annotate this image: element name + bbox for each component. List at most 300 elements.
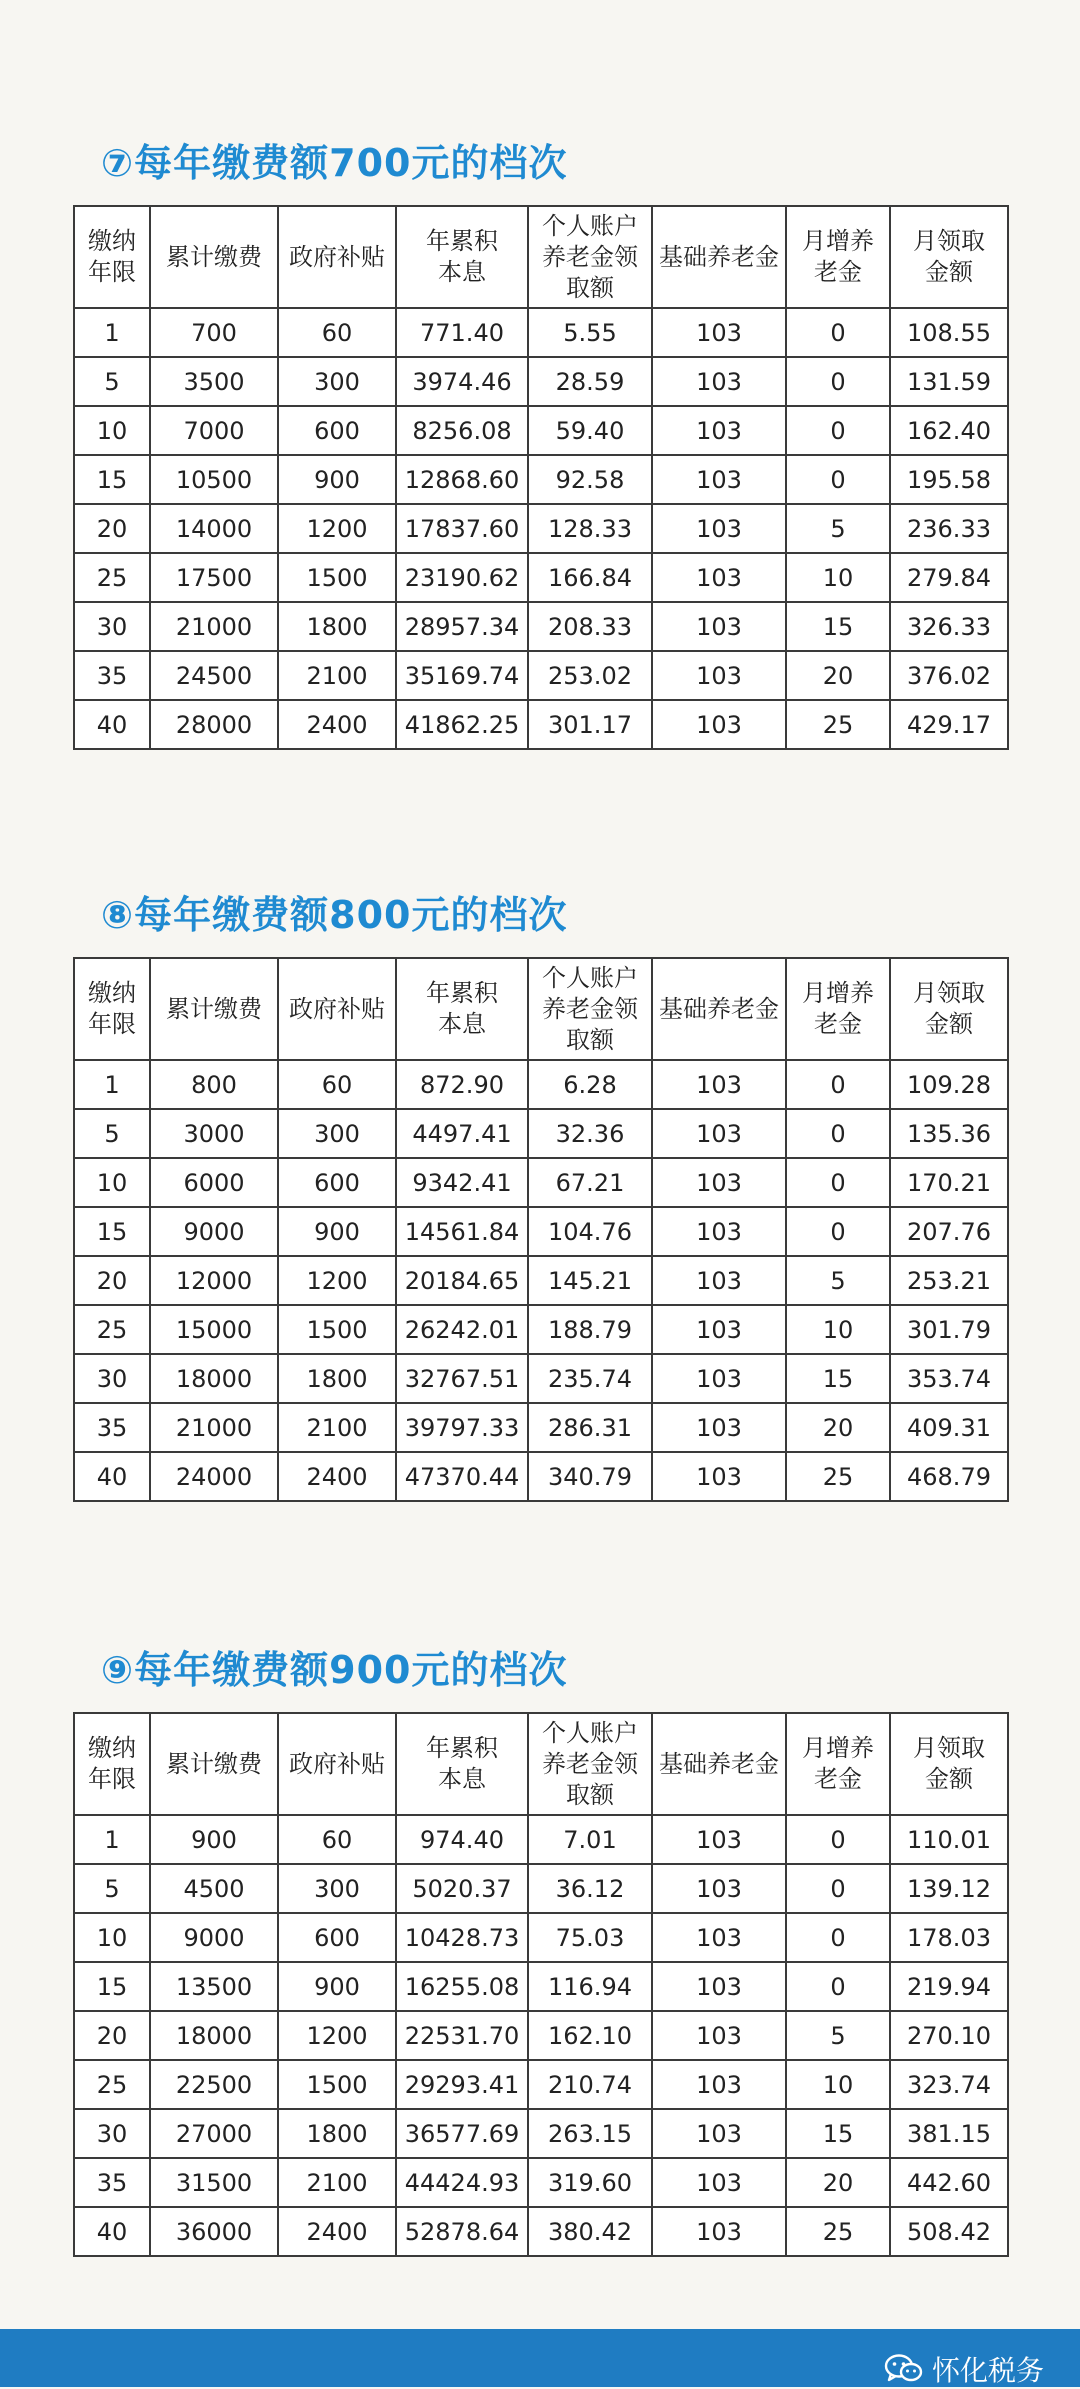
header-line: 本息	[438, 1010, 486, 1038]
table-cell: 1800	[278, 2109, 396, 2158]
table-cell: 103	[652, 2011, 786, 2060]
table-cell: 15	[74, 1962, 150, 2011]
column-header	[396, 1713, 528, 1815]
table-cell: 10	[786, 553, 890, 602]
table-cell: 10	[786, 1305, 890, 1354]
pension-table	[73, 957, 1009, 1502]
table-row	[74, 1815, 1008, 1864]
header-line: 月领取	[913, 979, 985, 1007]
header-line: 个人账户	[542, 211, 638, 240]
table-cell: 300	[278, 1864, 396, 1913]
table-cell: 59.40	[528, 406, 652, 455]
column-header	[786, 958, 890, 1060]
table-cell: 67.21	[528, 1158, 652, 1207]
header-line: 政府补贴	[289, 242, 385, 271]
table-cell: 340.79	[528, 1452, 652, 1501]
table-cell: 900	[278, 1962, 396, 2011]
table-cell: 103	[652, 1815, 786, 1864]
table-cell: 25	[786, 700, 890, 749]
header-line: 月增养	[802, 979, 874, 1007]
table-cell: 429.17	[890, 700, 1008, 749]
table-cell: 25	[786, 1452, 890, 1501]
table-cell: 116.94	[528, 1962, 652, 2011]
table-cell: 47370.44	[396, 1452, 528, 1501]
header-line: 个人账户	[542, 1718, 638, 1747]
header-line: 年限	[88, 1765, 136, 1793]
table-cell: 10	[74, 406, 150, 455]
table-cell: 128.33	[528, 504, 652, 553]
table-cell: 376.02	[890, 651, 1008, 700]
table-cell: 60	[278, 308, 396, 357]
table-cell: 208.33	[528, 602, 652, 651]
table-cell: 28000	[150, 700, 278, 749]
table-cell: 301.17	[528, 700, 652, 749]
header-line: 基础养老金	[659, 1749, 779, 1778]
table-cell: 10	[786, 2060, 890, 2109]
column-header	[528, 1713, 652, 1815]
header-line: 老金	[814, 1765, 862, 1793]
table-cell: 600	[278, 1158, 396, 1207]
table-row	[74, 1403, 1008, 1452]
table-cell: 27000	[150, 2109, 278, 2158]
table-cell: 2100	[278, 1403, 396, 1452]
table-cell: 30	[74, 602, 150, 651]
header-line: 取额	[566, 1780, 614, 1809]
table-row	[74, 406, 1008, 455]
table-cell: 5	[74, 357, 150, 406]
table-row	[74, 455, 1008, 504]
brand-watermark	[884, 2349, 1044, 2389]
table-cell: 219.94	[890, 1962, 1008, 2011]
table-cell: 7.01	[528, 1815, 652, 1864]
table-row	[74, 602, 1008, 651]
table-cell: 139.12	[890, 1864, 1008, 1913]
table-cell: 0	[786, 455, 890, 504]
table-body	[74, 1815, 1008, 2256]
table-row	[74, 2060, 1008, 2109]
table-cell: 110.01	[890, 1815, 1008, 1864]
column-header	[652, 958, 786, 1060]
table-cell: 1500	[278, 553, 396, 602]
table-cell: 1	[74, 1060, 150, 1109]
column-header	[396, 958, 528, 1060]
table-cell: 35169.74	[396, 651, 528, 700]
header-line: 本息	[438, 258, 486, 286]
table-cell: 20	[786, 651, 890, 700]
table-cell: 5	[786, 504, 890, 553]
table-cell: 2100	[278, 2158, 396, 2207]
header-line: 月增养	[802, 227, 874, 255]
header-line: 月领取	[913, 227, 985, 255]
table-row	[74, 2109, 1008, 2158]
table-cell: 3974.46	[396, 357, 528, 406]
table-cell: 508.42	[890, 2207, 1008, 2256]
column-header	[890, 958, 1008, 1060]
table-cell: 0	[786, 1962, 890, 2011]
header-line: 基础养老金	[659, 242, 779, 271]
column-header	[150, 206, 278, 308]
table-row	[74, 1207, 1008, 1256]
section-title: ⑦每年缴费额700元的档次	[101, 141, 568, 185]
table-cell: 40	[74, 1452, 150, 1501]
table-header	[74, 206, 1008, 308]
table-cell: 103	[652, 553, 786, 602]
table-cell: 40	[74, 2207, 150, 2256]
header-line: 累计缴费	[166, 242, 262, 271]
table-row	[74, 1158, 1008, 1207]
table-cell: 103	[652, 1109, 786, 1158]
table-cell: 900	[278, 455, 396, 504]
header-line: 政府补贴	[289, 1749, 385, 1778]
table-body	[74, 308, 1008, 749]
table-row	[74, 651, 1008, 700]
table-cell: 0	[786, 1207, 890, 1256]
table-cell: 5	[786, 2011, 890, 2060]
table-row	[74, 1452, 1008, 1501]
table-row	[74, 1962, 1008, 2011]
table-cell: 166.84	[528, 553, 652, 602]
table-cell: 3000	[150, 1109, 278, 1158]
table-row	[74, 1913, 1008, 1962]
table-cell: 36577.69	[396, 2109, 528, 2158]
table-cell: 162.10	[528, 2011, 652, 2060]
header-line: 年累积	[426, 979, 498, 1007]
header-line: 养老金领	[542, 242, 638, 271]
table-cell: 326.33	[890, 602, 1008, 651]
table-cell: 75.03	[528, 1913, 652, 1962]
table-cell: 108.55	[890, 308, 1008, 357]
table-cell: 131.59	[890, 357, 1008, 406]
table-cell: 103	[652, 2207, 786, 2256]
table-cell: 16255.08	[396, 1962, 528, 2011]
table-cell: 103	[652, 651, 786, 700]
header-row	[74, 206, 1008, 308]
table-cell: 0	[786, 1864, 890, 1913]
table-row	[74, 1305, 1008, 1354]
table-cell: 0	[786, 1158, 890, 1207]
table-cell: 23190.62	[396, 553, 528, 602]
table-cell: 20	[74, 504, 150, 553]
column-header	[74, 1713, 150, 1815]
table-cell: 1500	[278, 2060, 396, 2109]
table-cell: 5.55	[528, 308, 652, 357]
column-header	[150, 958, 278, 1060]
table-cell: 3500	[150, 357, 278, 406]
table-cell: 103	[652, 1913, 786, 1962]
table-row	[74, 308, 1008, 357]
table-cell: 14561.84	[396, 1207, 528, 1256]
table-cell: 1	[74, 1815, 150, 1864]
table-cell: 9342.41	[396, 1158, 528, 1207]
header-line: 月领取	[913, 1734, 985, 1762]
table-cell: 800	[150, 1060, 278, 1109]
table-cell: 1500	[278, 1305, 396, 1354]
table-row	[74, 2011, 1008, 2060]
column-header	[278, 206, 396, 308]
table-cell: 103	[652, 1207, 786, 1256]
table-cell: 18000	[150, 2011, 278, 2060]
table-cell: 31500	[150, 2158, 278, 2207]
header-line: 年限	[88, 1010, 136, 1038]
table-cell: 103	[652, 1403, 786, 1452]
section-title: ⑨每年缴费额900元的档次	[101, 1648, 568, 1692]
table-cell: 15	[786, 1354, 890, 1403]
table-cell: 442.60	[890, 2158, 1008, 2207]
table-cell: 170.21	[890, 1158, 1008, 1207]
table-cell: 178.03	[890, 1913, 1008, 1962]
table-cell: 900	[278, 1207, 396, 1256]
table-row	[74, 1109, 1008, 1158]
table-cell: 13500	[150, 1962, 278, 2011]
header-line: 缴纳	[88, 1734, 136, 1762]
table-cell: 5	[74, 1109, 150, 1158]
table-cell: 210.74	[528, 2060, 652, 2109]
table-cell: 0	[786, 406, 890, 455]
table-cell: 14000	[150, 504, 278, 553]
table-cell: 195.58	[890, 455, 1008, 504]
table-cell: 900	[150, 1815, 278, 1864]
table-cell: 323.74	[890, 2060, 1008, 2109]
column-header	[150, 1713, 278, 1815]
table-cell: 103	[652, 1354, 786, 1403]
table-cell: 25	[74, 1305, 150, 1354]
table-cell: 5	[786, 1256, 890, 1305]
table-cell: 0	[786, 1913, 890, 1962]
table-cell: 12000	[150, 1256, 278, 1305]
table-cell: 36.12	[528, 1864, 652, 1913]
column-header	[396, 206, 528, 308]
table-cell: 10428.73	[396, 1913, 528, 1962]
table-cell: 52878.64	[396, 2207, 528, 2256]
column-header	[786, 1713, 890, 1815]
table-cell: 10	[74, 1158, 150, 1207]
header-line: 金额	[925, 1765, 973, 1793]
column-header	[528, 206, 652, 308]
table-cell: 5	[74, 1864, 150, 1913]
table-cell: 7000	[150, 406, 278, 455]
table-cell: 92.58	[528, 455, 652, 504]
header-line: 缴纳	[88, 227, 136, 255]
table-cell: 1800	[278, 602, 396, 651]
table-row	[74, 1256, 1008, 1305]
section-title: ⑧每年缴费额800元的档次	[101, 893, 568, 937]
header-line: 本息	[438, 1765, 486, 1793]
table-cell: 145.21	[528, 1256, 652, 1305]
table-cell: 24500	[150, 651, 278, 700]
table-cell: 28957.34	[396, 602, 528, 651]
wechat-icon	[884, 2353, 924, 2385]
table-cell: 15	[786, 2109, 890, 2158]
table-cell: 162.40	[890, 406, 1008, 455]
table-cell: 103	[652, 2060, 786, 2109]
table-cell: 103	[652, 2109, 786, 2158]
table-cell: 380.42	[528, 2207, 652, 2256]
header-line: 取额	[566, 273, 614, 302]
table-cell: 21000	[150, 602, 278, 651]
header-line: 年累积	[426, 1734, 498, 1762]
table-cell: 5020.37	[396, 1864, 528, 1913]
table-cell: 0	[786, 1060, 890, 1109]
table-cell: 771.40	[396, 308, 528, 357]
header-line: 养老金领	[542, 1749, 638, 1778]
table-cell: 286.31	[528, 1403, 652, 1452]
table-cell: 9000	[150, 1913, 278, 1962]
table-cell: 28.59	[528, 357, 652, 406]
table-cell: 60	[278, 1060, 396, 1109]
table-cell: 20	[74, 2011, 150, 2060]
table-cell: 188.79	[528, 1305, 652, 1354]
header-line: 金额	[925, 1010, 973, 1038]
table-row	[74, 2207, 1008, 2256]
table-cell: 12868.60	[396, 455, 528, 504]
table-cell: 103	[652, 1452, 786, 1501]
table-header	[74, 1713, 1008, 1815]
table-cell: 353.74	[890, 1354, 1008, 1403]
table-cell: 6.28	[528, 1060, 652, 1109]
table-cell: 103	[652, 357, 786, 406]
table-cell: 22500	[150, 2060, 278, 2109]
table-cell: 39797.33	[396, 1403, 528, 1452]
column-header	[652, 1713, 786, 1815]
table-cell: 15	[74, 1207, 150, 1256]
table-cell: 21000	[150, 1403, 278, 1452]
header-line: 累计缴费	[166, 1749, 262, 1778]
table-cell: 17500	[150, 553, 278, 602]
table-cell: 32767.51	[396, 1354, 528, 1403]
table-cell: 41862.25	[396, 700, 528, 749]
table-cell: 29293.41	[396, 2060, 528, 2109]
table-cell: 600	[278, 406, 396, 455]
table-row	[74, 700, 1008, 749]
table-cell: 1	[74, 308, 150, 357]
table-cell: 974.40	[396, 1815, 528, 1864]
table-cell: 103	[652, 406, 786, 455]
table-cell: 15	[74, 455, 150, 504]
table-cell: 4497.41	[396, 1109, 528, 1158]
table-cell: 300	[278, 357, 396, 406]
table-row	[74, 357, 1008, 406]
table-row	[74, 1864, 1008, 1913]
table-cell: 103	[652, 455, 786, 504]
table-cell: 600	[278, 1913, 396, 1962]
table-cell: 301.79	[890, 1305, 1008, 1354]
table-cell: 872.90	[396, 1060, 528, 1109]
table-cell: 20	[786, 1403, 890, 1452]
table-cell: 15	[786, 602, 890, 651]
table-row	[74, 1354, 1008, 1403]
table-cell: 235.74	[528, 1354, 652, 1403]
table-cell: 35	[74, 1403, 150, 1452]
table-cell: 20184.65	[396, 1256, 528, 1305]
table-cell: 0	[786, 357, 890, 406]
table-cell: 17837.60	[396, 504, 528, 553]
table-cell: 103	[652, 1305, 786, 1354]
column-header	[786, 206, 890, 308]
table-cell: 25	[74, 553, 150, 602]
column-header	[74, 206, 150, 308]
table-cell: 135.36	[890, 1109, 1008, 1158]
table-cell: 236.33	[890, 504, 1008, 553]
table-cell: 2100	[278, 651, 396, 700]
table-cell: 468.79	[890, 1452, 1008, 1501]
table-cell: 18000	[150, 1354, 278, 1403]
header-line: 年累积	[426, 227, 498, 255]
table-cell: 279.84	[890, 553, 1008, 602]
table-cell: 20	[786, 2158, 890, 2207]
table-cell: 30	[74, 1354, 150, 1403]
column-header	[74, 958, 150, 1060]
header-line: 政府补贴	[289, 994, 385, 1023]
table-cell: 103	[652, 504, 786, 553]
table-cell: 32.36	[528, 1109, 652, 1158]
table-cell: 25	[786, 2207, 890, 2256]
table-cell: 30	[74, 2109, 150, 2158]
table-cell: 9000	[150, 1207, 278, 1256]
table-cell: 109.28	[890, 1060, 1008, 1109]
table-cell: 1800	[278, 1354, 396, 1403]
column-header	[278, 1713, 396, 1815]
table-cell: 103	[652, 2158, 786, 2207]
table-cell: 300	[278, 1109, 396, 1158]
table-cell: 103	[652, 1060, 786, 1109]
header-line: 基础养老金	[659, 994, 779, 1023]
header-line: 累计缴费	[166, 994, 262, 1023]
table-row	[74, 504, 1008, 553]
table-cell: 253.02	[528, 651, 652, 700]
column-header	[652, 206, 786, 308]
column-header	[528, 958, 652, 1060]
header-line: 养老金领	[542, 994, 638, 1023]
table-cell: 0	[786, 1815, 890, 1864]
table-cell: 10	[74, 1913, 150, 1962]
header-line: 取额	[566, 1025, 614, 1054]
table-row	[74, 1060, 1008, 1109]
column-header	[890, 206, 1008, 308]
header-line: 老金	[814, 258, 862, 286]
table-row	[74, 553, 1008, 602]
table-cell: 35	[74, 2158, 150, 2207]
table-cell: 6000	[150, 1158, 278, 1207]
table-cell: 207.76	[890, 1207, 1008, 1256]
table-cell: 40	[74, 700, 150, 749]
table-cell: 103	[652, 1158, 786, 1207]
header-line: 月增养	[802, 1734, 874, 1762]
table-cell: 103	[652, 700, 786, 749]
table-cell: 60	[278, 1815, 396, 1864]
header-row	[74, 1713, 1008, 1815]
table-cell: 36000	[150, 2207, 278, 2256]
table-cell: 10500	[150, 455, 278, 504]
header-line: 老金	[814, 1010, 862, 1038]
header-line: 缴纳	[88, 979, 136, 1007]
pension-table	[73, 205, 1009, 750]
table-cell: 0	[786, 308, 890, 357]
table-row	[74, 2158, 1008, 2207]
table-cell: 270.10	[890, 2011, 1008, 2060]
table-cell: 1200	[278, 504, 396, 553]
table-cell: 20	[74, 1256, 150, 1305]
header-line: 金额	[925, 258, 973, 286]
table-cell: 24000	[150, 1452, 278, 1501]
table-cell: 103	[652, 602, 786, 651]
column-header	[278, 958, 396, 1060]
table-header	[74, 958, 1008, 1060]
table-cell: 2400	[278, 1452, 396, 1501]
table-cell: 700	[150, 308, 278, 357]
table-cell: 0	[786, 1109, 890, 1158]
table-cell: 2400	[278, 700, 396, 749]
table-cell: 409.31	[890, 1403, 1008, 1452]
